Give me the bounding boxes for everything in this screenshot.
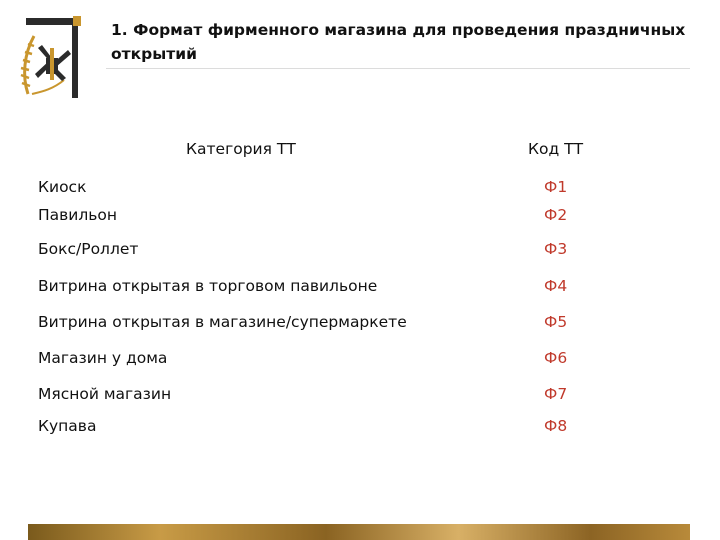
title-divider [106, 68, 690, 69]
footer-gold-bar [28, 524, 690, 540]
code-cell: Ф4 [544, 277, 568, 295]
code-cell: Ф5 [544, 313, 568, 331]
code-cell: Ф3 [544, 240, 568, 258]
code-cell: Ф2 [544, 206, 568, 224]
category-cell: Бокс/Роллет [38, 240, 139, 258]
table-row [0, 385, 720, 409]
category-cell: Витрина открытая в магазине/супермаркете [38, 313, 407, 331]
slide-title: 1. Формат фирменного магазина для проведения праздничных открытий [111, 21, 686, 63]
category-cell: Мясной магазин [38, 385, 172, 403]
code-cell: Ф1 [544, 178, 568, 196]
table-row [0, 349, 720, 373]
category-cell: Павильон [38, 206, 118, 224]
table-row [0, 240, 720, 264]
company-logo [18, 14, 84, 102]
code-cell: Ф8 [544, 417, 568, 435]
code-cell: Ф6 [544, 349, 568, 367]
category-cell: Витрина открытая в торговом павильоне [38, 277, 378, 295]
windmill-wheat-logo-icon [18, 14, 84, 102]
code-cell: Ф7 [544, 385, 568, 403]
category-cell: Купава [38, 417, 97, 435]
category-cell: Киоск [38, 178, 87, 196]
table-row [0, 417, 720, 441]
column-header-category: Категория ТТ [186, 140, 296, 158]
table-row [0, 178, 720, 202]
table-row [0, 313, 720, 337]
table-row [0, 206, 720, 230]
table-row [0, 277, 720, 301]
column-header-code: Код ТТ [528, 140, 584, 158]
category-cell: Магазин у дома [38, 349, 168, 367]
